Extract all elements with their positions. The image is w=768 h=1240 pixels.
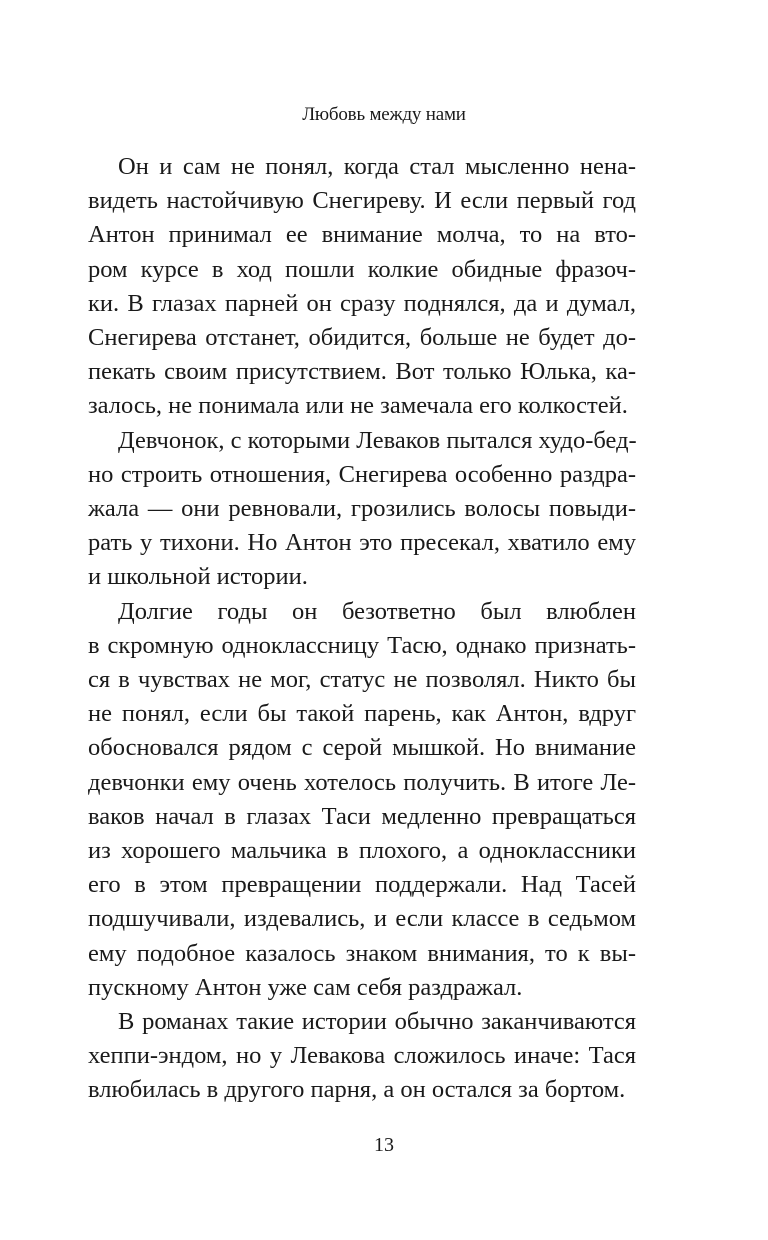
text-line: из хорошего мальчика в плохого, а одноклассники	[88, 837, 636, 865]
text-line: ваков начал в глазах Таси медленно превращаться	[88, 802, 636, 830]
text-line: пускному Антон уже сам себя раздражал.	[88, 973, 523, 1001]
text-line: рать у тихони. Но Антон это пресекал, хватило ему	[88, 529, 636, 557]
text-line: Он и сам не понял, когда стал мысленно нена-	[118, 153, 636, 180]
text-line: его в этом превращении поддержали. Над Тасей	[88, 871, 636, 899]
page-number: 13	[374, 1134, 394, 1156]
text-line: не понял, если бы такой парень, как Антон, вдруг	[88, 700, 636, 728]
text-line: и школьной истории.	[88, 563, 308, 591]
text-line: видеть настойчивую Снегиреву. И если первый год	[88, 187, 636, 215]
text-line: ки. В глазах парней он сразу поднялся, да и думал,	[88, 289, 636, 317]
text-line: залось, не понимала или не замечала его колкостей.	[88, 392, 628, 420]
text-line: В романах такие истории обычно заканчиваются	[118, 1008, 636, 1036]
text-line: в скромную одноклассницу Тасю, однако признать-	[88, 631, 636, 659]
paragraph-4	[88, 1005, 636, 1108]
text-line: девчонки ему очень хотелось получить. В итоге Ле-	[88, 768, 636, 796]
text-line: Антон принимал ее внимание молча, то на вто-	[88, 221, 636, 249]
text-line: влюбилась в другого парня, а он остался за бортом.	[88, 1076, 626, 1104]
running-title: Любовь между нами	[302, 104, 466, 125]
text-line: пекать своим присутствием. Вот только Юлька, ка-	[88, 358, 636, 386]
paragraph-3	[88, 595, 636, 1005]
text-line: Снегирева отстанет, обидится, больше не будет до-	[88, 324, 636, 352]
text-line: хеппи-эндом, но у Левакова сложилось иначе: Тася	[88, 1042, 636, 1070]
text-line: жала — они ревновали, грозились волосы повыди-	[88, 495, 636, 523]
text-line: обосновался рядом с серой мышкой. Но внимание	[88, 734, 636, 762]
text-line: Девчонок, с которыми Леваков пытался худо-бед-	[118, 426, 637, 454]
text-line: ся в чувствах не мог, статус не позволял. Никто бы	[88, 666, 636, 694]
text-line: ему подобное казалось знаком внимания, то к вы-	[88, 939, 636, 967]
body-text	[88, 150, 636, 1108]
text-line: Долгие годы он безответно был влюблен	[118, 597, 636, 625]
text-line: подшучивали, издевались, и если классе в седьмом	[88, 905, 636, 933]
text-line: но строить отношения, Снегирева особенно раздра-	[88, 460, 636, 488]
text-line: ром курсе в ход пошли колкие обидные фразоч-	[88, 255, 636, 283]
paragraph-2	[88, 424, 636, 595]
paragraph-1	[88, 150, 636, 424]
